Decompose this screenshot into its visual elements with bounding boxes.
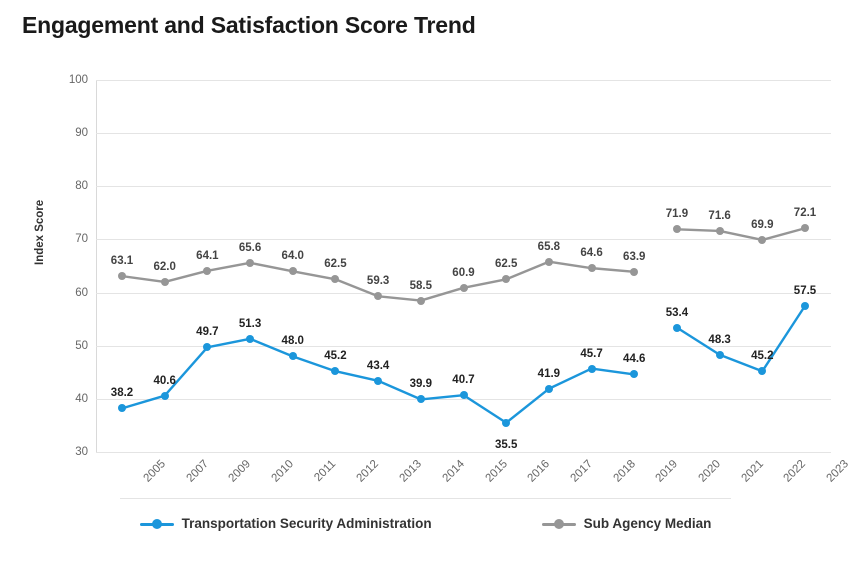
data-label: 64.1	[196, 249, 219, 262]
data-label: 39.9	[409, 378, 433, 391]
data-label: 57.5	[793, 284, 817, 297]
data-point[interactable]	[630, 370, 638, 378]
x-axis-tick-label: 2007	[184, 458, 211, 485]
legend-item[interactable]	[542, 516, 712, 531]
x-axis-tick-label: 2023	[824, 458, 851, 485]
data-point[interactable]	[331, 367, 339, 375]
x-axis-tick-label: 2011	[311, 458, 338, 484]
x-axis-tick-label: 2014	[440, 458, 467, 485]
data-label: 65.8	[537, 240, 561, 253]
data-label: 63.1	[110, 255, 134, 268]
data-point[interactable]	[801, 302, 809, 310]
x-axis-tick-label: 2010	[269, 458, 297, 485]
data-point[interactable]	[374, 292, 382, 300]
y-axis-label: Index Score	[34, 199, 46, 265]
chart-legend	[0, 516, 851, 531]
data-label: 58.5	[409, 279, 433, 292]
x-axis-tick-label: 2019	[653, 458, 681, 485]
x-axis-tick-label: 2021	[739, 458, 766, 485]
data-point[interactable]	[417, 395, 425, 403]
data-label: 53.4	[665, 306, 689, 319]
data-point[interactable]	[417, 297, 425, 305]
x-axis-tick-label: 2015	[482, 458, 510, 485]
data-point[interactable]	[758, 236, 766, 244]
data-label: 65.6	[238, 241, 262, 254]
legend-divider	[120, 498, 731, 499]
data-point[interactable]	[161, 278, 169, 286]
y-axis-tick-label: 80	[75, 180, 88, 193]
x-axis-tick-label: 2022	[781, 458, 809, 485]
chart-title: Engagement and Satisfaction Score Trend	[22, 12, 476, 38]
data-label: 35.5	[494, 438, 518, 451]
y-axis-tick-label: 100	[68, 74, 88, 86]
x-axis-tick-label: 2013	[397, 458, 425, 485]
x-axis-tick-label: 2017	[568, 458, 595, 485]
data-point[interactable]	[588, 264, 596, 272]
data-point[interactable]	[545, 385, 553, 393]
data-label: 48.3	[708, 333, 731, 346]
x-axis-tick-label: 2016	[525, 458, 553, 485]
data-point[interactable]	[545, 258, 553, 266]
gridline	[96, 452, 831, 453]
data-label: 45.2	[324, 350, 347, 363]
data-label: 51.3	[238, 317, 262, 330]
data-label: 71.9	[665, 208, 689, 221]
y-axis-tick-label: 40	[75, 392, 88, 405]
x-axis-tick-label: 2020	[696, 458, 724, 485]
data-point[interactable]	[203, 343, 211, 351]
data-point[interactable]	[630, 268, 638, 276]
data-label: 71.6	[708, 209, 731, 222]
data-label: 38.2	[110, 387, 134, 400]
plot-area	[68, 74, 851, 485]
data-point[interactable]	[502, 419, 510, 427]
data-point[interactable]	[588, 365, 596, 373]
data-label: 41.9	[537, 367, 561, 380]
data-label: 69.9	[751, 218, 774, 231]
y-axis-tick-label: 90	[75, 127, 88, 140]
data-point[interactable]	[374, 377, 382, 385]
data-label: 59.3	[366, 275, 390, 288]
legend-swatch-icon	[140, 519, 174, 529]
data-label: 45.2	[751, 350, 774, 363]
data-point[interactable]	[460, 391, 468, 399]
data-label: 43.4	[366, 359, 390, 372]
data-point[interactable]	[203, 267, 211, 275]
data-label: 62.5	[494, 258, 518, 271]
data-point[interactable]	[758, 367, 766, 375]
data-point[interactable]	[289, 267, 297, 275]
data-label: 49.7	[196, 326, 219, 339]
y-axis-tick-label: 70	[75, 233, 88, 246]
data-label: 64.0	[281, 250, 304, 263]
data-label: 45.7	[580, 347, 603, 360]
legend-swatch-icon	[542, 519, 576, 529]
y-axis-tick-label: 30	[75, 446, 88, 458]
data-point[interactable]	[460, 284, 468, 292]
data-point[interactable]	[118, 272, 126, 280]
data-point[interactable]	[716, 351, 724, 359]
data-label: 48.0	[281, 335, 304, 348]
y-axis-tick-label: 50	[75, 339, 88, 352]
data-label: 40.6	[153, 374, 176, 387]
legend-item[interactable]	[140, 516, 432, 531]
data-point[interactable]	[246, 335, 254, 343]
data-point[interactable]	[673, 225, 681, 233]
data-label: 44.6	[623, 353, 646, 366]
x-axis-tick-label: 2018	[611, 458, 638, 485]
data-point[interactable]	[289, 352, 297, 360]
data-label: 62.5	[324, 258, 347, 271]
y-axis-tick-label: 60	[75, 286, 88, 299]
data-point[interactable]	[161, 392, 169, 400]
legend-label: Sub Agency Median	[583, 516, 712, 531]
data-label: 60.9	[452, 266, 475, 279]
x-axis-tick-label: 2012	[354, 458, 382, 485]
data-point[interactable]	[246, 259, 254, 267]
x-axis-tick-label: 2005	[141, 458, 169, 485]
data-point[interactable]	[331, 275, 339, 283]
data-point[interactable]	[716, 227, 724, 235]
data-label: 62.0	[153, 260, 176, 273]
legend-label: Transportation Security Administration	[181, 516, 432, 531]
data-point[interactable]	[118, 404, 126, 412]
x-axis-tick-label: 2009	[226, 458, 254, 485]
data-label: 63.9	[623, 250, 646, 263]
data-label: 40.7	[452, 374, 475, 387]
data-point[interactable]	[673, 324, 681, 332]
data-label: 64.6	[580, 247, 603, 260]
data-label: 72.1	[793, 207, 817, 220]
data-point[interactable]	[502, 275, 510, 283]
data-point[interactable]	[801, 224, 809, 232]
